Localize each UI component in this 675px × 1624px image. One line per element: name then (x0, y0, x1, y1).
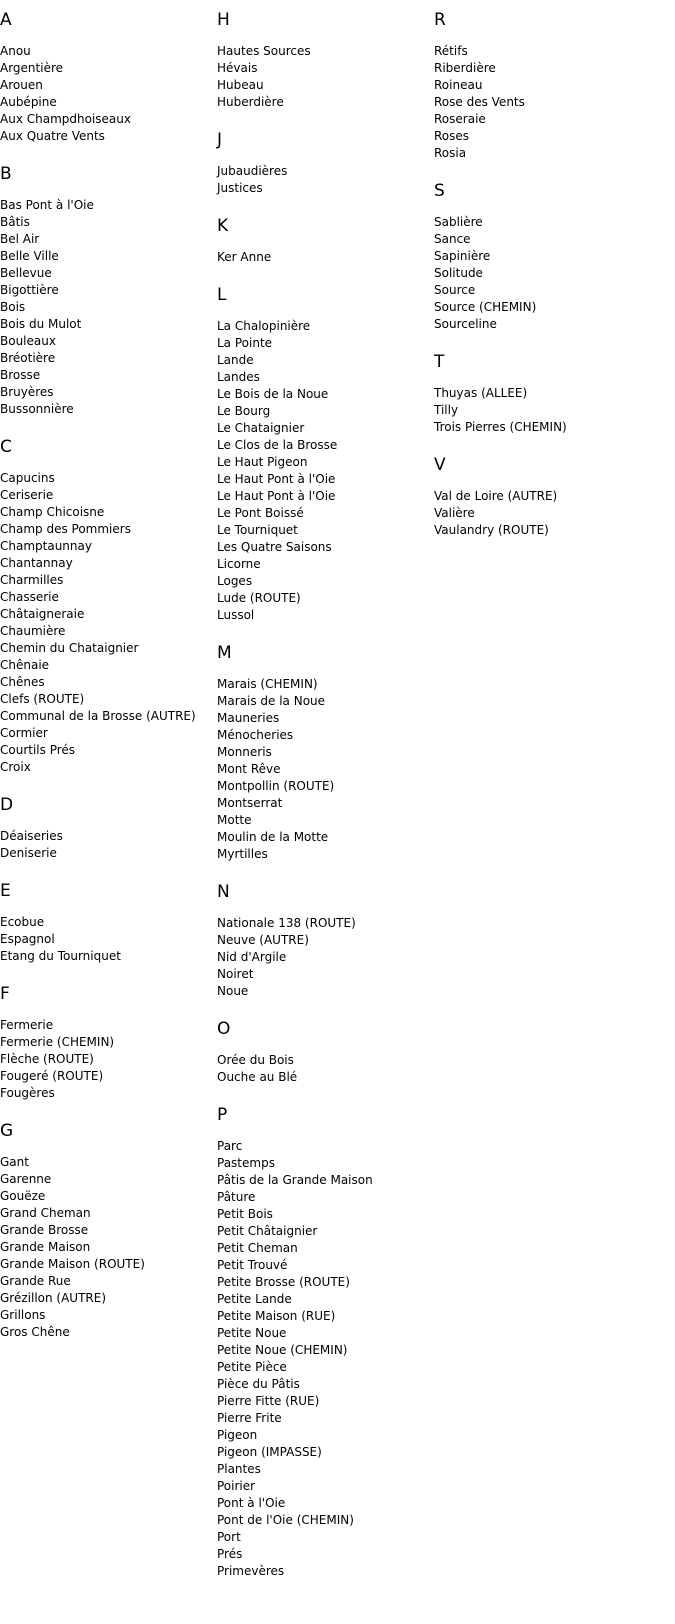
street-link[interactable]: Parc (217, 1139, 243, 1153)
street-link[interactable]: Le Bourg (217, 404, 271, 418)
street-link[interactable]: Noiret (217, 967, 254, 981)
letter-section (434, 352, 649, 436)
street-link[interactable]: Prés (217, 1547, 243, 1561)
street-list (434, 488, 649, 539)
street-link[interactable]: Lussol (217, 608, 255, 622)
letter-heading: V (434, 455, 446, 475)
street-link[interactable]: Orée du Bois (217, 1053, 294, 1067)
street-link[interactable]: Rosia (434, 146, 467, 160)
street-link[interactable]: Clefs (ROUTE) (0, 692, 85, 706)
street-link[interactable]: Chênaie (0, 658, 50, 672)
street-link[interactable]: Petite Brosse (ROUTE) (217, 1275, 350, 1289)
street-link[interactable]: La Pointe (217, 336, 273, 350)
index-column-2 (217, 10, 432, 1599)
street-link[interactable]: Gouëze (0, 1189, 46, 1203)
street-link[interactable]: Petit Cheman (217, 1241, 298, 1255)
street-link[interactable]: Etang du Tourniquet (0, 949, 121, 963)
street-link[interactable]: Bruyères (0, 385, 54, 399)
street-link[interactable]: Ecobue (0, 915, 45, 929)
street-link[interactable]: Arouen (0, 78, 43, 92)
street-list (217, 43, 432, 111)
street-link[interactable]: Charmilles (0, 573, 64, 587)
street-link[interactable]: Sance (434, 232, 471, 246)
letter-heading: H (217, 10, 230, 30)
street-link[interactable]: Source (434, 283, 476, 297)
street-link[interactable]: Pastemps (217, 1156, 275, 1170)
street-list (0, 828, 215, 862)
street-link[interactable]: Le Pont Boissé (217, 506, 304, 520)
letter-section (0, 881, 215, 965)
street-link[interactable]: Courtils Prés (0, 743, 76, 757)
street-link[interactable]: Pierre Fitte (RUE) (217, 1394, 320, 1408)
letter-heading: L (217, 285, 227, 305)
street-link[interactable]: Primevères (217, 1564, 285, 1578)
street-link[interactable]: Petite Lande (217, 1292, 292, 1306)
street-link[interactable]: Chasserie (0, 590, 59, 604)
street-list (0, 1154, 215, 1341)
street-link[interactable]: Communal de la Brosse (AUTRE) (0, 709, 196, 723)
letter-section (217, 643, 432, 863)
street-link[interactable]: Flèche (ROUTE) (0, 1052, 94, 1066)
street-link[interactable]: Bâtis (0, 215, 30, 229)
street-link[interactable]: Jubaudières (217, 164, 288, 178)
street-link[interactable]: Bussonnière (0, 402, 74, 416)
street-link[interactable]: Deniserie (0, 846, 57, 860)
street-link[interactable]: Nid d'Argile (217, 950, 287, 964)
street-link[interactable]: Trois Pierres (CHEMIN) (434, 420, 567, 434)
street-link[interactable]: Petit Châtaignier (217, 1224, 318, 1238)
street-list (217, 915, 432, 1000)
street-link[interactable]: Petite Maison (RUE) (217, 1309, 336, 1323)
street-link[interactable]: Cormier (0, 726, 48, 740)
street-link[interactable]: Huberdière (217, 95, 284, 109)
street-link[interactable]: Pâture (217, 1190, 256, 1204)
street-link[interactable]: Le Haut Pont à l'Oie (217, 472, 336, 486)
street-link[interactable]: Sourceline (434, 317, 497, 331)
street-link[interactable]: Aux Champdhoiseaux (0, 112, 131, 126)
street-list (434, 385, 649, 436)
street-list (217, 676, 432, 863)
letter-section (217, 1019, 432, 1086)
letter-section (434, 181, 649, 333)
street-link[interactable]: Bigottière (0, 283, 59, 297)
street-link[interactable]: Pont de l'Oie (CHEMIN) (217, 1513, 354, 1527)
street-link[interactable]: Fermerie (0, 1018, 54, 1032)
street-link[interactable]: Rétifs (434, 44, 468, 58)
street-link[interactable]: Port (217, 1530, 241, 1544)
street-link[interactable]: Hubeau (217, 78, 264, 92)
street-link[interactable]: Le Tourniquet (217, 523, 298, 537)
street-list (434, 214, 649, 333)
street-link[interactable]: Poirier (217, 1479, 256, 1493)
street-link[interactable]: Grézillon (AUTRE) (0, 1291, 107, 1305)
street-link[interactable]: Motte (217, 813, 252, 827)
letter-heading: M (217, 643, 232, 663)
street-link[interactable]: Riberdière (434, 61, 496, 75)
letter-heading: K (217, 216, 229, 236)
street-link[interactable]: Ker Anne (217, 250, 272, 264)
street-link[interactable]: Champ des Pommiers (0, 522, 131, 536)
street-link[interactable]: Déaiseries (0, 829, 63, 843)
letter-section (217, 1105, 432, 1580)
letter-heading: N (217, 882, 230, 902)
street-link[interactable]: Landes (217, 370, 260, 384)
street-link[interactable]: Noue (217, 984, 249, 998)
letter-section (217, 882, 432, 1000)
street-link[interactable]: Argentière (0, 61, 64, 75)
street-link[interactable]: Roses (434, 129, 470, 143)
street-link[interactable]: Pâtis de la Grande Maison (217, 1173, 373, 1187)
street-link[interactable]: Anou (0, 44, 31, 58)
street-list (0, 43, 215, 145)
street-link[interactable]: Petite Noue (217, 1326, 287, 1340)
street-link[interactable]: Val de Loire (AUTRE) (434, 489, 558, 503)
letter-heading: E (0, 881, 11, 901)
street-link[interactable]: Gros Chêne (0, 1325, 70, 1339)
street-link[interactable]: Nationale 138 (ROUTE) (217, 916, 356, 930)
letter-section (217, 130, 432, 197)
street-link[interactable]: Bel Air (0, 232, 40, 246)
street-link[interactable]: Bréotière (0, 351, 56, 365)
letter-heading: O (217, 1019, 231, 1039)
street-link[interactable]: Mont Rêve (217, 762, 281, 776)
letter-section (434, 455, 649, 539)
letter-heading: S (434, 181, 445, 201)
street-link[interactable]: Ouche au Blé (217, 1070, 298, 1084)
street-link[interactable]: Chênes (0, 675, 45, 689)
street-list (0, 470, 215, 776)
street-list (0, 914, 215, 965)
street-link[interactable]: Chaumière (0, 624, 66, 638)
street-link[interactable]: Licorne (217, 557, 261, 571)
letter-heading: C (0, 437, 12, 457)
street-link[interactable]: Bellevue (0, 266, 52, 280)
letter-section (0, 10, 215, 145)
letter-heading: R (434, 10, 446, 30)
street-link[interactable]: Belle Ville (0, 249, 59, 263)
letter-section (0, 164, 215, 418)
street-link[interactable]: Chantannay (0, 556, 73, 570)
street-link[interactable]: Rose des Vents (434, 95, 525, 109)
street-link[interactable]: Le Clos de la Brosse (217, 438, 338, 452)
street-link[interactable]: Le Bois de la Noue (217, 387, 329, 401)
street-link[interactable]: Moulin de la Motte (217, 830, 329, 844)
street-link[interactable]: Grande Maison (ROUTE) (0, 1257, 145, 1271)
street-link[interactable]: Fougères (0, 1086, 55, 1100)
street-link[interactable]: Bois (0, 300, 26, 314)
letter-section (0, 1121, 215, 1341)
street-link[interactable]: Justices (217, 181, 263, 195)
street-list (0, 197, 215, 418)
street-link[interactable]: Brosse (0, 368, 41, 382)
street-link[interactable]: Neuve (AUTRE) (217, 933, 309, 947)
street-link[interactable]: Thuyas (ALLEE) (434, 386, 528, 400)
letter-section (217, 285, 432, 624)
index-column-3 (434, 10, 649, 558)
letter-heading: G (0, 1121, 14, 1141)
letter-heading: F (0, 984, 10, 1004)
street-list (217, 249, 432, 266)
street-link[interactable]: Le Haut Pont à l'Oie (217, 489, 336, 503)
street-link[interactable]: Mauneries (217, 711, 280, 725)
street-link[interactable]: Grande Rue (0, 1274, 71, 1288)
street-link[interactable]: Roseraie (434, 112, 486, 126)
street-link[interactable]: Source (CHEMIN) (434, 300, 537, 314)
street-list (217, 163, 432, 197)
street-link[interactable]: Sablière (434, 215, 483, 229)
street-link[interactable]: Lande (217, 353, 254, 367)
street-list (217, 1052, 432, 1086)
street-link[interactable]: Montpollin (ROUTE) (217, 779, 335, 793)
street-link[interactable]: Fermerie (CHEMIN) (0, 1035, 115, 1049)
street-link[interactable]: Pigeon (217, 1428, 258, 1442)
letter-section (434, 10, 649, 162)
letter-section (217, 216, 432, 266)
street-link[interactable]: Châtaigneraie (0, 607, 85, 621)
letter-heading: A (0, 10, 12, 30)
street-list (217, 318, 432, 624)
letter-heading: D (0, 795, 14, 815)
street-link[interactable]: Vaulandry (ROUTE) (434, 523, 549, 537)
street-list (434, 43, 649, 162)
letter-heading: B (0, 164, 12, 184)
street-link[interactable]: Le Chataignier (217, 421, 305, 435)
street-link[interactable]: Pièce du Pâtis (217, 1377, 300, 1391)
street-link[interactable]: Gant (0, 1155, 29, 1169)
street-link[interactable]: Champtaunnay (0, 539, 92, 553)
letter-section (0, 795, 215, 862)
street-link[interactable]: Marais de la Noue (217, 694, 326, 708)
street-link[interactable]: Petit Bois (217, 1207, 273, 1221)
street-list (0, 1017, 215, 1102)
street-link[interactable]: Grillons (0, 1308, 46, 1322)
street-link[interactable]: Tilly (434, 403, 459, 417)
letter-section (0, 437, 215, 776)
street-link[interactable]: Petite Pièce (217, 1360, 287, 1374)
street-link[interactable]: Sapinière (434, 249, 491, 263)
street-link[interactable]: Roineau (434, 78, 483, 92)
street-link[interactable]: Grande Brosse (0, 1223, 89, 1237)
street-link[interactable]: Pierre Frite (217, 1411, 282, 1425)
street-link[interactable]: Les Quatre Saisons (217, 540, 332, 554)
street-link[interactable]: Fougeré (ROUTE) (0, 1069, 104, 1083)
street-link[interactable]: Ménocheries (217, 728, 294, 742)
street-link[interactable]: Valière (434, 506, 475, 520)
street-link[interactable]: Petite Noue (CHEMIN) (217, 1343, 348, 1357)
letter-heading: P (217, 1105, 228, 1125)
street-link[interactable]: Myrtilles (217, 847, 268, 861)
street-link[interactable]: Montserrat (217, 796, 283, 810)
street-link[interactable]: Hautes Sources (217, 44, 311, 58)
letter-heading: T (434, 352, 445, 372)
street-link[interactable]: Bois du Mulot (0, 317, 82, 331)
street-link[interactable]: Espagnol (0, 932, 55, 946)
street-link[interactable]: Marais (CHEMIN) (217, 677, 318, 691)
letter-heading: J (217, 130, 223, 150)
street-link[interactable]: Grand Cheman (0, 1206, 91, 1220)
street-link[interactable]: Aubépine (0, 95, 57, 109)
letter-section (0, 984, 215, 1102)
street-link[interactable]: Loges (217, 574, 253, 588)
street-link[interactable]: Grande Maison (0, 1240, 91, 1254)
street-link[interactable]: Croix (0, 760, 31, 774)
street-list (217, 1138, 432, 1580)
street-link[interactable]: Champ Chicoisne (0, 505, 105, 519)
street-link[interactable]: Plantes (217, 1462, 261, 1476)
street-link[interactable]: Ceriserie (0, 488, 54, 502)
street-link[interactable]: Monneris (217, 745, 272, 759)
street-link[interactable]: Chemin du Chataignier (0, 641, 139, 655)
street-link[interactable]: Le Haut Pigeon (217, 455, 308, 469)
street-link[interactable]: Lude (ROUTE) (217, 591, 301, 605)
street-link[interactable]: Garenne (0, 1172, 52, 1186)
street-link[interactable]: Capucins (0, 471, 55, 485)
street-link[interactable]: Bas Pont à l'Oie (0, 198, 94, 212)
street-link[interactable]: Solitude (434, 266, 483, 280)
street-link[interactable]: Hévais (217, 61, 258, 75)
street-link[interactable]: Pigeon (IMPASSE) (217, 1445, 322, 1459)
street-link[interactable]: Petit Trouvé (217, 1258, 288, 1272)
street-link[interactable]: La Chalopinière (217, 319, 311, 333)
index-column-1 (0, 10, 215, 1360)
letter-section (217, 10, 432, 111)
street-link[interactable]: Bouleaux (0, 334, 56, 348)
street-link[interactable]: Aux Quatre Vents (0, 129, 105, 143)
street-link[interactable]: Pont à l'Oie (217, 1496, 286, 1510)
